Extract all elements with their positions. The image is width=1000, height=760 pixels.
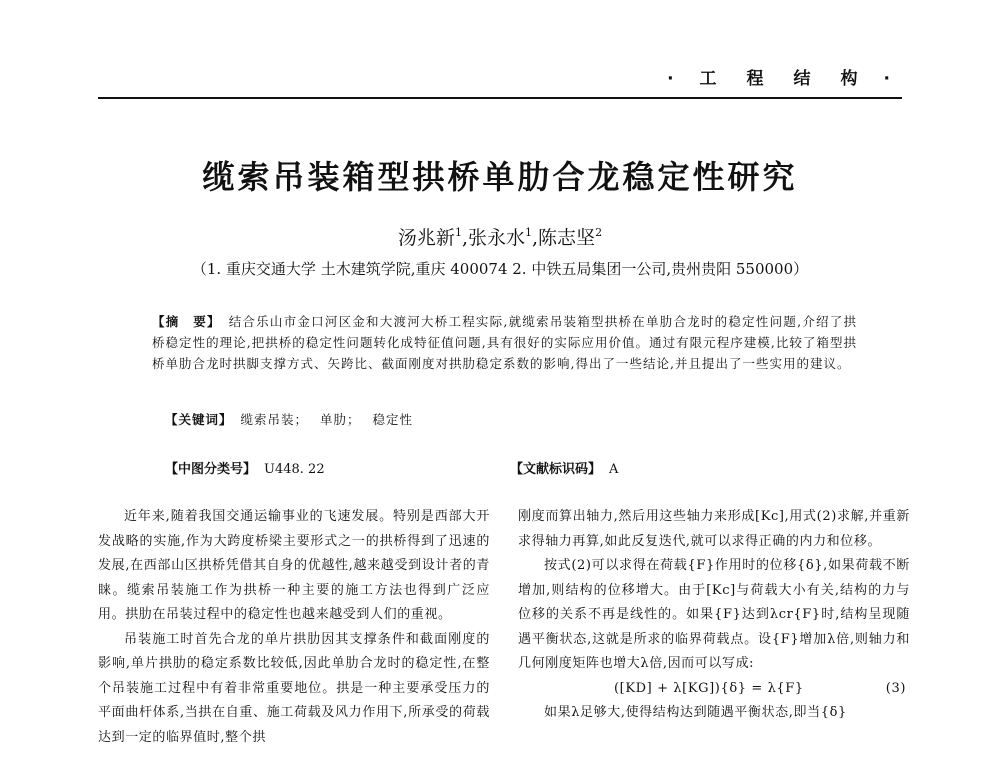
header-char-3: 结 xyxy=(793,69,813,89)
header-dot-right: · xyxy=(883,69,892,89)
classification-label: 【中图分类号】 xyxy=(165,462,257,477)
keywords-label: 【关键词】 xyxy=(165,412,233,427)
keyword: 单肋； xyxy=(320,412,361,427)
body-paragraph: 按式(2)可以求得在荷载{F}作用时的位移{δ},如果荷载不断增加,则结构的位移增大。由于[Kc]与荷载大小有关,结构的力与位移的关系不再是线性的。如果{F}达到λcr{F}时,结构呈现随遇平衡状态,这就是所求的临界荷载点。设{F}增加λ倍,则轴力和几何刚度矩阵也增大λ倍,因而可以写成: xyxy=(518,558,910,671)
header-char-4: 构 xyxy=(840,69,860,89)
classification-value: U448. 22 xyxy=(264,462,325,477)
keyword: 缆索吊装； xyxy=(240,412,309,427)
author-name: 陈志坚 xyxy=(538,227,596,249)
header-char-2: 程 xyxy=(746,69,766,89)
abstract-text: 结合乐山市金口河区金和大渡河大桥工程实际,就缆索吊装箱型拱桥在单肋合龙时的稳定性问题,介绍了拱桥稳定性的理论,把拱桥的稳定性问题转化成特征值问题,具有很好的实际应用价值。通过有限元程序建模,比较了箱型拱桥单肋合龙时拱脚支撑方式、矢跨比、截面刚度对拱肋稳定系数的影响,得出了一些结论,并且提出了一些实用的建议。 xyxy=(152,314,857,371)
author-line xyxy=(0,223,1000,250)
author-affil-marker: 1 xyxy=(454,226,462,239)
keyword: 稳定性 xyxy=(372,412,414,427)
header-char-1: 工 xyxy=(699,69,719,89)
equation-number: (3) xyxy=(885,680,906,696)
abstract-label: 【摘 要】 xyxy=(152,314,221,329)
header-dot-left: · xyxy=(667,69,676,89)
header-rule xyxy=(98,97,902,99)
author-affil-marker: 1 xyxy=(525,226,532,239)
body-left-column xyxy=(98,505,490,750)
author-affil-marker: 2 xyxy=(595,226,603,239)
author-separator: , xyxy=(532,227,539,249)
equation xyxy=(518,677,910,702)
author-separator: , xyxy=(461,227,468,249)
body-paragraph: 刚度而算出轴力,然后用这些轴力来形成[Kc],用式(2)求解,并重新求得轴力再算,如此反复迭代,就可以求得正确的内力和位移。 xyxy=(518,509,910,549)
abstract xyxy=(152,311,857,374)
body-paragraph: 吊装施工时首先合龙的单片拱肋因其支撑条件和截面刚度的影响,单片拱肋的稳定系数比较低,因此单肋合龙时的稳定性,在整个吊装施工过程中有着非常重要地位。拱是一种主要承受压力的平面曲杆体系,当拱在自重、施工荷载及风力作用下,所承受的荷载达到一定的临界值时,整个拱 xyxy=(98,631,490,745)
keywords xyxy=(165,410,425,428)
equation-body: ([KD] + λ[KG]){δ} = λ{F} xyxy=(614,680,804,696)
document-code-label: 【文献标识码】 xyxy=(510,462,602,477)
document-code xyxy=(510,458,618,477)
body-right-column xyxy=(518,505,910,726)
author-name: 张永水 xyxy=(467,227,525,249)
document-code-value: A xyxy=(609,462,619,477)
paper-title: 缆索吊装箱型拱桥单肋合龙稳定性研究 xyxy=(202,158,798,196)
journal-section-header xyxy=(657,64,902,89)
body-paragraph: 近年来,随着我国交通运输事业的飞速发展。特别是西部大开发战略的实施,作为大跨度桥梁主要形式之一的拱桥得到了迅速的发展,在西部山区拱桥凭借其自身的优越性,越来越受到设计者的青睐。缆索吊装施工作为拱桥一种主要的施工方法也得到广泛应用。拱肋在吊装过程中的稳定性也越来越受到人们的重视。 xyxy=(98,509,490,622)
body-paragraph: 如果λ足够大,使得结构达到随遇平衡状态,即当{δ} xyxy=(544,705,847,720)
affiliation: （1. 重庆交通大学 土木建筑学院,重庆 400074 2. 中铁五局集团一公司,贵州贵阳 550000） xyxy=(191,260,809,278)
classification-number xyxy=(165,458,325,477)
author-name: 汤兆新 xyxy=(397,227,455,249)
